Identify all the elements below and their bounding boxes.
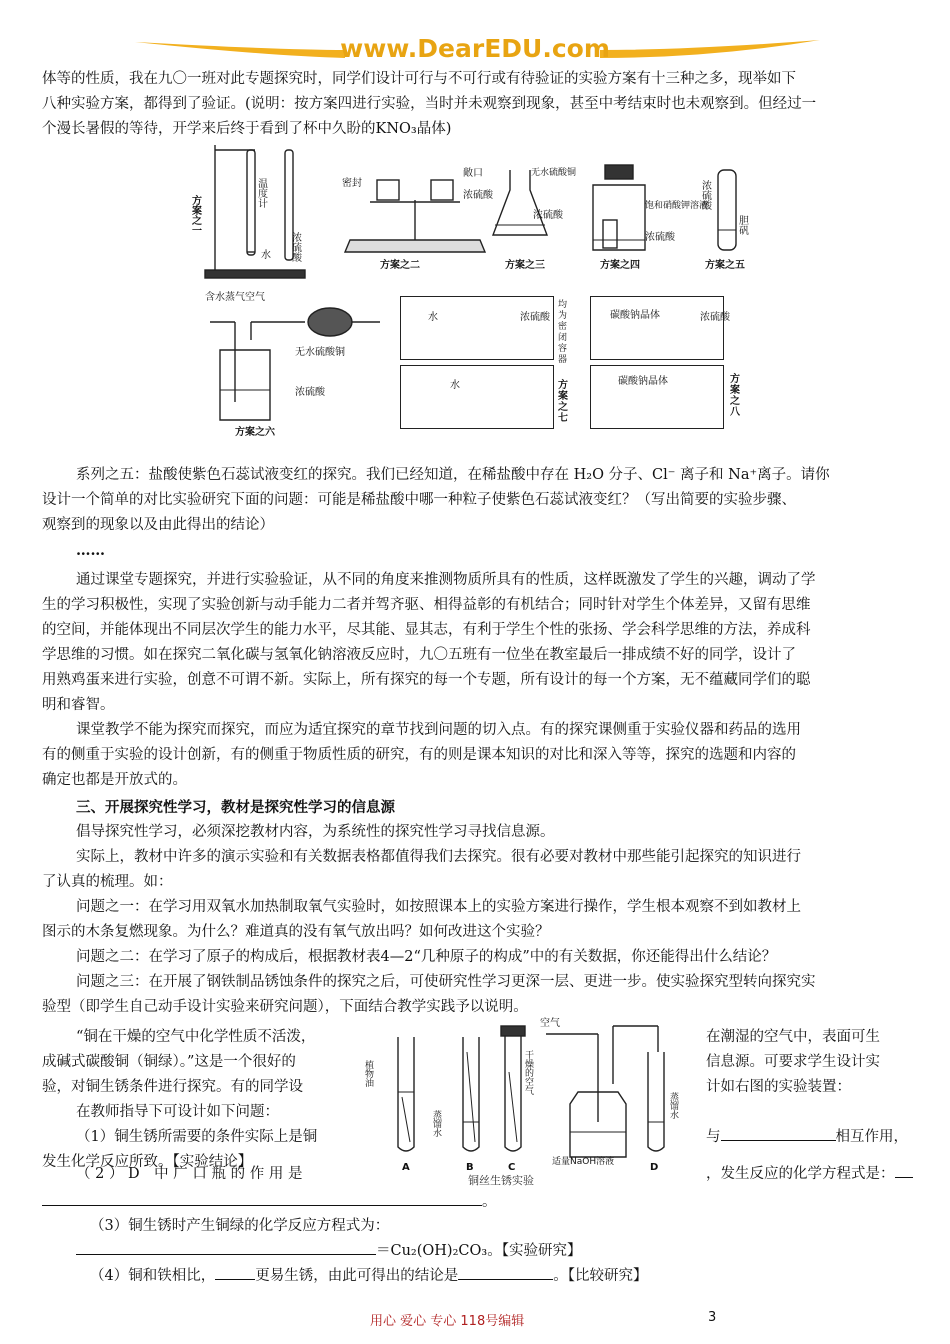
plan-2-apparatus	[342, 166, 494, 271]
para1-line-1: 通过课堂专题探究，并进行实验验证，从不同的角度来推测物质所具有的性质，这样既激发了学生的兴趣，调动了学	[76, 572, 816, 588]
question-3-line-1: 问题之三：在开展了钢铁制品锈蚀条件的探究之后，可使研究性学习更深一层、更进一步。使实验探究型转向探究实	[76, 974, 816, 990]
series5-line-2: 设计一个简单的对比实验研究下面的问题：可能是稀盐酸中哪一种粒子使紫色石蕊试液变红？（写出简要的实验步骤、	[42, 492, 796, 508]
plan-8-label: 方案之八	[730, 374, 740, 418]
item-1-with-label: 与	[706, 1129, 721, 1145]
item-4-middle: 更易生锈，由此可得出的结论是	[255, 1268, 459, 1284]
para4-line-1: 实际上，教材中许多的演示实验和有关数据表格都值得我们去探究。很有必要对教材中那些能引起探究的知识进行	[76, 849, 801, 865]
footer-slogan: 用心 爱心 专心 118号编辑	[370, 1314, 525, 1329]
tube-a-oil: 植物油	[363, 1060, 373, 1087]
series5-line-1: 系列之五：盐酸使紫色石蕊试液变红的探究。我们已经知道，在稀盐酸中存在 H₂O 分子、Cl⁻ 离子和 Na⁺离子。请你	[76, 467, 830, 483]
plan-5-acid: 浓硫酸	[699, 180, 711, 210]
item-1-interact-label: 相互作用，	[835, 1129, 908, 1145]
item-2-equation-text: ，发生反应的化学方程式是：	[706, 1166, 895, 1182]
plan-8-box-bottom	[590, 365, 724, 429]
banner-swoosh-left	[135, 42, 345, 58]
plan-5-apparatus	[700, 170, 749, 271]
para1-line-3: 的空间，并能体现出不同层次学生的能力水平，尽其能、显其志，有利于学生个性的张扬、学会科学思维的方法，养成科	[42, 622, 811, 638]
copper-right-3: 计如右图的实验装置：	[706, 1079, 851, 1095]
item-4-tag: 。【比较研究】	[553, 1268, 648, 1284]
plan-7-box-top	[400, 296, 554, 360]
para2-line-1: 课堂教学不能为探究而探究，而应为适宜探究的章节找到问题的切入点。有的探究课侧重于实验仪器和药品的选用	[76, 722, 801, 738]
para2-line-2: 有的侧重于实验的设计创新，有的侧重于物质性质的研究，有的则是课本知识的对比和深入等等，探究的选题和内容的	[42, 747, 796, 763]
tube-a-label: A	[402, 1162, 410, 1173]
section-3-heading: 三、开展探究性学习，教材是探究性学习的信息源	[76, 799, 395, 816]
copper-left-2: 成碱式碳酸铜（铜绿）。”这是一个很好的	[42, 1054, 296, 1070]
intro-line-2: 八种实验方案，都得到了验证。(说明：按方案四进行实验，当时并未观察到现象，甚至中考结束时也未观察到。但经过一	[42, 96, 817, 112]
tube-d-label: D	[650, 1162, 659, 1173]
copper-right-1: 在潮湿的空气中，表面可生	[706, 1029, 880, 1045]
item-3-reactants-blank[interactable]	[76, 1239, 376, 1255]
tube-c-label: C	[508, 1162, 516, 1173]
copper-figure-caption: 铜丝生锈实验	[468, 1174, 534, 1187]
plan-3-apparatus	[493, 166, 576, 271]
item-2-line-1: （ 2 ） D 中 广 口 瓶 的 作 用 是	[76, 1166, 303, 1182]
plan-8-box-top	[590, 296, 724, 360]
naoh-label: 适量NaOH溶液	[552, 1157, 615, 1167]
plan-8-acid: 浓硫酸	[700, 312, 730, 323]
copper-right-2: 信息源。可要求学生设计实	[706, 1054, 880, 1070]
plan-5-label: 方案之五	[705, 260, 745, 271]
plan-7-acid: 浓硫酸	[520, 312, 550, 323]
item-3-line-1: （3）铜生锈时产生铜绿的化学反应方程式为：	[90, 1218, 390, 1234]
plan-6-cuso4: 无水硫酸铜	[295, 347, 345, 358]
plan-7-label: 方案之七	[558, 380, 568, 424]
item-3-line-2	[76, 1239, 581, 1264]
plan-8-crystal-2: 碳酸钠晶体	[618, 376, 668, 387]
item-4-conclusion-blank[interactable]	[458, 1264, 553, 1280]
item-2-role-blank[interactable]	[42, 1190, 482, 1206]
item-1-with	[706, 1125, 908, 1150]
item-2-equation-blank[interactable]	[895, 1162, 913, 1178]
plan-6-apparatus	[205, 290, 380, 438]
question-2: 问题之二：在学习了原子的构成后，根据教材表4—2“几种原子的构成”中的有关数据，你还能得出什么结论？	[76, 949, 777, 965]
item-3-product: ＝Cu₂(OH)₂CO₃	[376, 1243, 488, 1259]
para3: 倡导探究性学习，必须深挖教材内容，为系统性的探究性学习寻找信息源。	[76, 824, 555, 840]
plan-2-open: 敞口	[463, 168, 483, 179]
item-4-prefix: （4）铜和铁相比，	[90, 1268, 216, 1284]
plan-3-label: 方案之三	[505, 260, 545, 271]
plan-6-wet-air: 含水蒸气空气	[205, 292, 265, 303]
item-2-line-2	[42, 1190, 497, 1215]
para1-line-2: 生的学习积极性，实现了实验创新与动手能力二者并驾齐驱、相得益彰的有机结合；同时针对学生个体差异，又留有思维	[42, 597, 811, 613]
plan-2-label: 方案之二	[380, 260, 420, 271]
para1-line-4: 学思维的习惯。如在探究二氧化碳与氢氧化钠溶液反应时，九〇五班有一位坐在教室最后一排成绩不好的同学，设计了	[42, 647, 796, 663]
apparatus-d	[540, 1016, 679, 1173]
intro-line-3: 个漫长暑假的等待，开学来后终于看到了杯中久盼的KNO₃晶体)	[42, 121, 452, 137]
item-1-line-1: （1）铜生锈所需要的条件实际上是铜	[76, 1129, 318, 1145]
para4-line-2: 了认真的梳理。如：	[42, 874, 173, 890]
tube-b-label: B	[466, 1162, 474, 1173]
item-1-blank[interactable]	[721, 1125, 836, 1141]
page-number: 3	[708, 1310, 717, 1325]
tube-b-water: 蒸馏水	[431, 1110, 441, 1137]
intro-line-1: 体等的性质，我在九〇一班对此专题探究时，同学们设计可行与不可行或有待验证的实验方案有十三种之多，现举如下	[42, 71, 796, 87]
plan-sealed-note: 均为密闭容器	[558, 300, 568, 365]
plan-7-water: 水	[428, 312, 438, 323]
question-3-line-2: 验型（即学生自己动手设计实验来研究问题），下面结合教学实践予以说明。	[42, 999, 528, 1015]
banner-swoosh-right	[600, 40, 820, 58]
item-1-line-3: 发生化学反应所致。【实验结论】	[42, 1154, 253, 1170]
ellipsis: ……	[76, 542, 105, 559]
tube-d-water: 蒸馏水	[668, 1092, 678, 1119]
tube-a	[363, 1037, 414, 1173]
plan-4-kno3: 饱和硝酸钾溶液	[645, 201, 709, 211]
plan-1-acid: 浓硫酸	[289, 232, 301, 262]
site-logo: www.DearEDU.com	[340, 34, 610, 63]
plan-6-acid: 浓硫酸	[295, 387, 325, 398]
copper-left-3: 验，对铜生锈条件进行探究。有的同学设	[42, 1079, 303, 1095]
item-4-metal-blank[interactable]	[215, 1264, 255, 1280]
plan-7-box-bottom	[400, 365, 554, 429]
copper-left-1: “铜在干燥的空气中化学性质不活泼，	[76, 1029, 316, 1045]
plan-2-acid: 浓硫酸	[463, 190, 493, 201]
air-label: 空气	[540, 1018, 560, 1029]
question-1-line-2: 图示的木条复燃现象。为什么？难道真的没有氧气放出吗？如何改进这个实验？	[42, 924, 550, 940]
item-3-tag: 。【实验研究】	[487, 1243, 582, 1259]
plan-1-thermometer: 温度计	[255, 178, 267, 208]
question-1-line-1: 问题之一：在学习用双氧水加热制取氧气实验时，如按照课本上的实验方案进行操作，学生根本观察不到如教材上	[76, 899, 801, 915]
plan-1-label: 方案之一	[189, 195, 201, 235]
plan-5-cuso4: 胆矾	[736, 215, 748, 235]
item-4-line	[90, 1264, 647, 1289]
plan-2-sealed: 密封	[342, 178, 362, 189]
plan-3-acid: 浓硫酸	[533, 210, 563, 221]
tube-b	[431, 1037, 479, 1173]
item-2-period: 。	[482, 1194, 497, 1210]
copper-left-4: 在教师指导下可设计如下问题：	[76, 1104, 279, 1120]
plan-3-cuso4: 无水硫酸铜	[531, 168, 577, 178]
tube-c-dry-air: 干燥的空气	[523, 1050, 533, 1095]
plan-4-apparatus	[593, 165, 708, 271]
para1-line-6: 明和睿智。	[42, 697, 115, 713]
plan-4-label: 方案之四	[600, 260, 640, 271]
copper-rust-figure	[363, 1012, 698, 1187]
plan-1-apparatus	[190, 145, 306, 278]
plan-7-water-2: 水	[450, 380, 460, 391]
plan-4-acid: 浓硫酸	[645, 232, 675, 243]
para2-line-3: 确定也都是开放式的。	[42, 772, 187, 788]
plan-8-crystal: 碳酸钠晶体	[610, 310, 660, 321]
para1-line-5: 用熟鸡蛋来进行实验，创意不可谓不新。实际上，所有探究的每一个专题，所有设计的每一个方案，无不蕴藏同学们的聪	[42, 672, 811, 688]
plan-1-water: 水	[261, 250, 271, 261]
plan-6-label: 方案之六	[235, 427, 275, 438]
tube-c	[501, 1026, 534, 1173]
series5-line-3: 观察到的现象以及由此得出的结论）	[42, 517, 274, 533]
item-2-equation-label	[706, 1162, 913, 1187]
